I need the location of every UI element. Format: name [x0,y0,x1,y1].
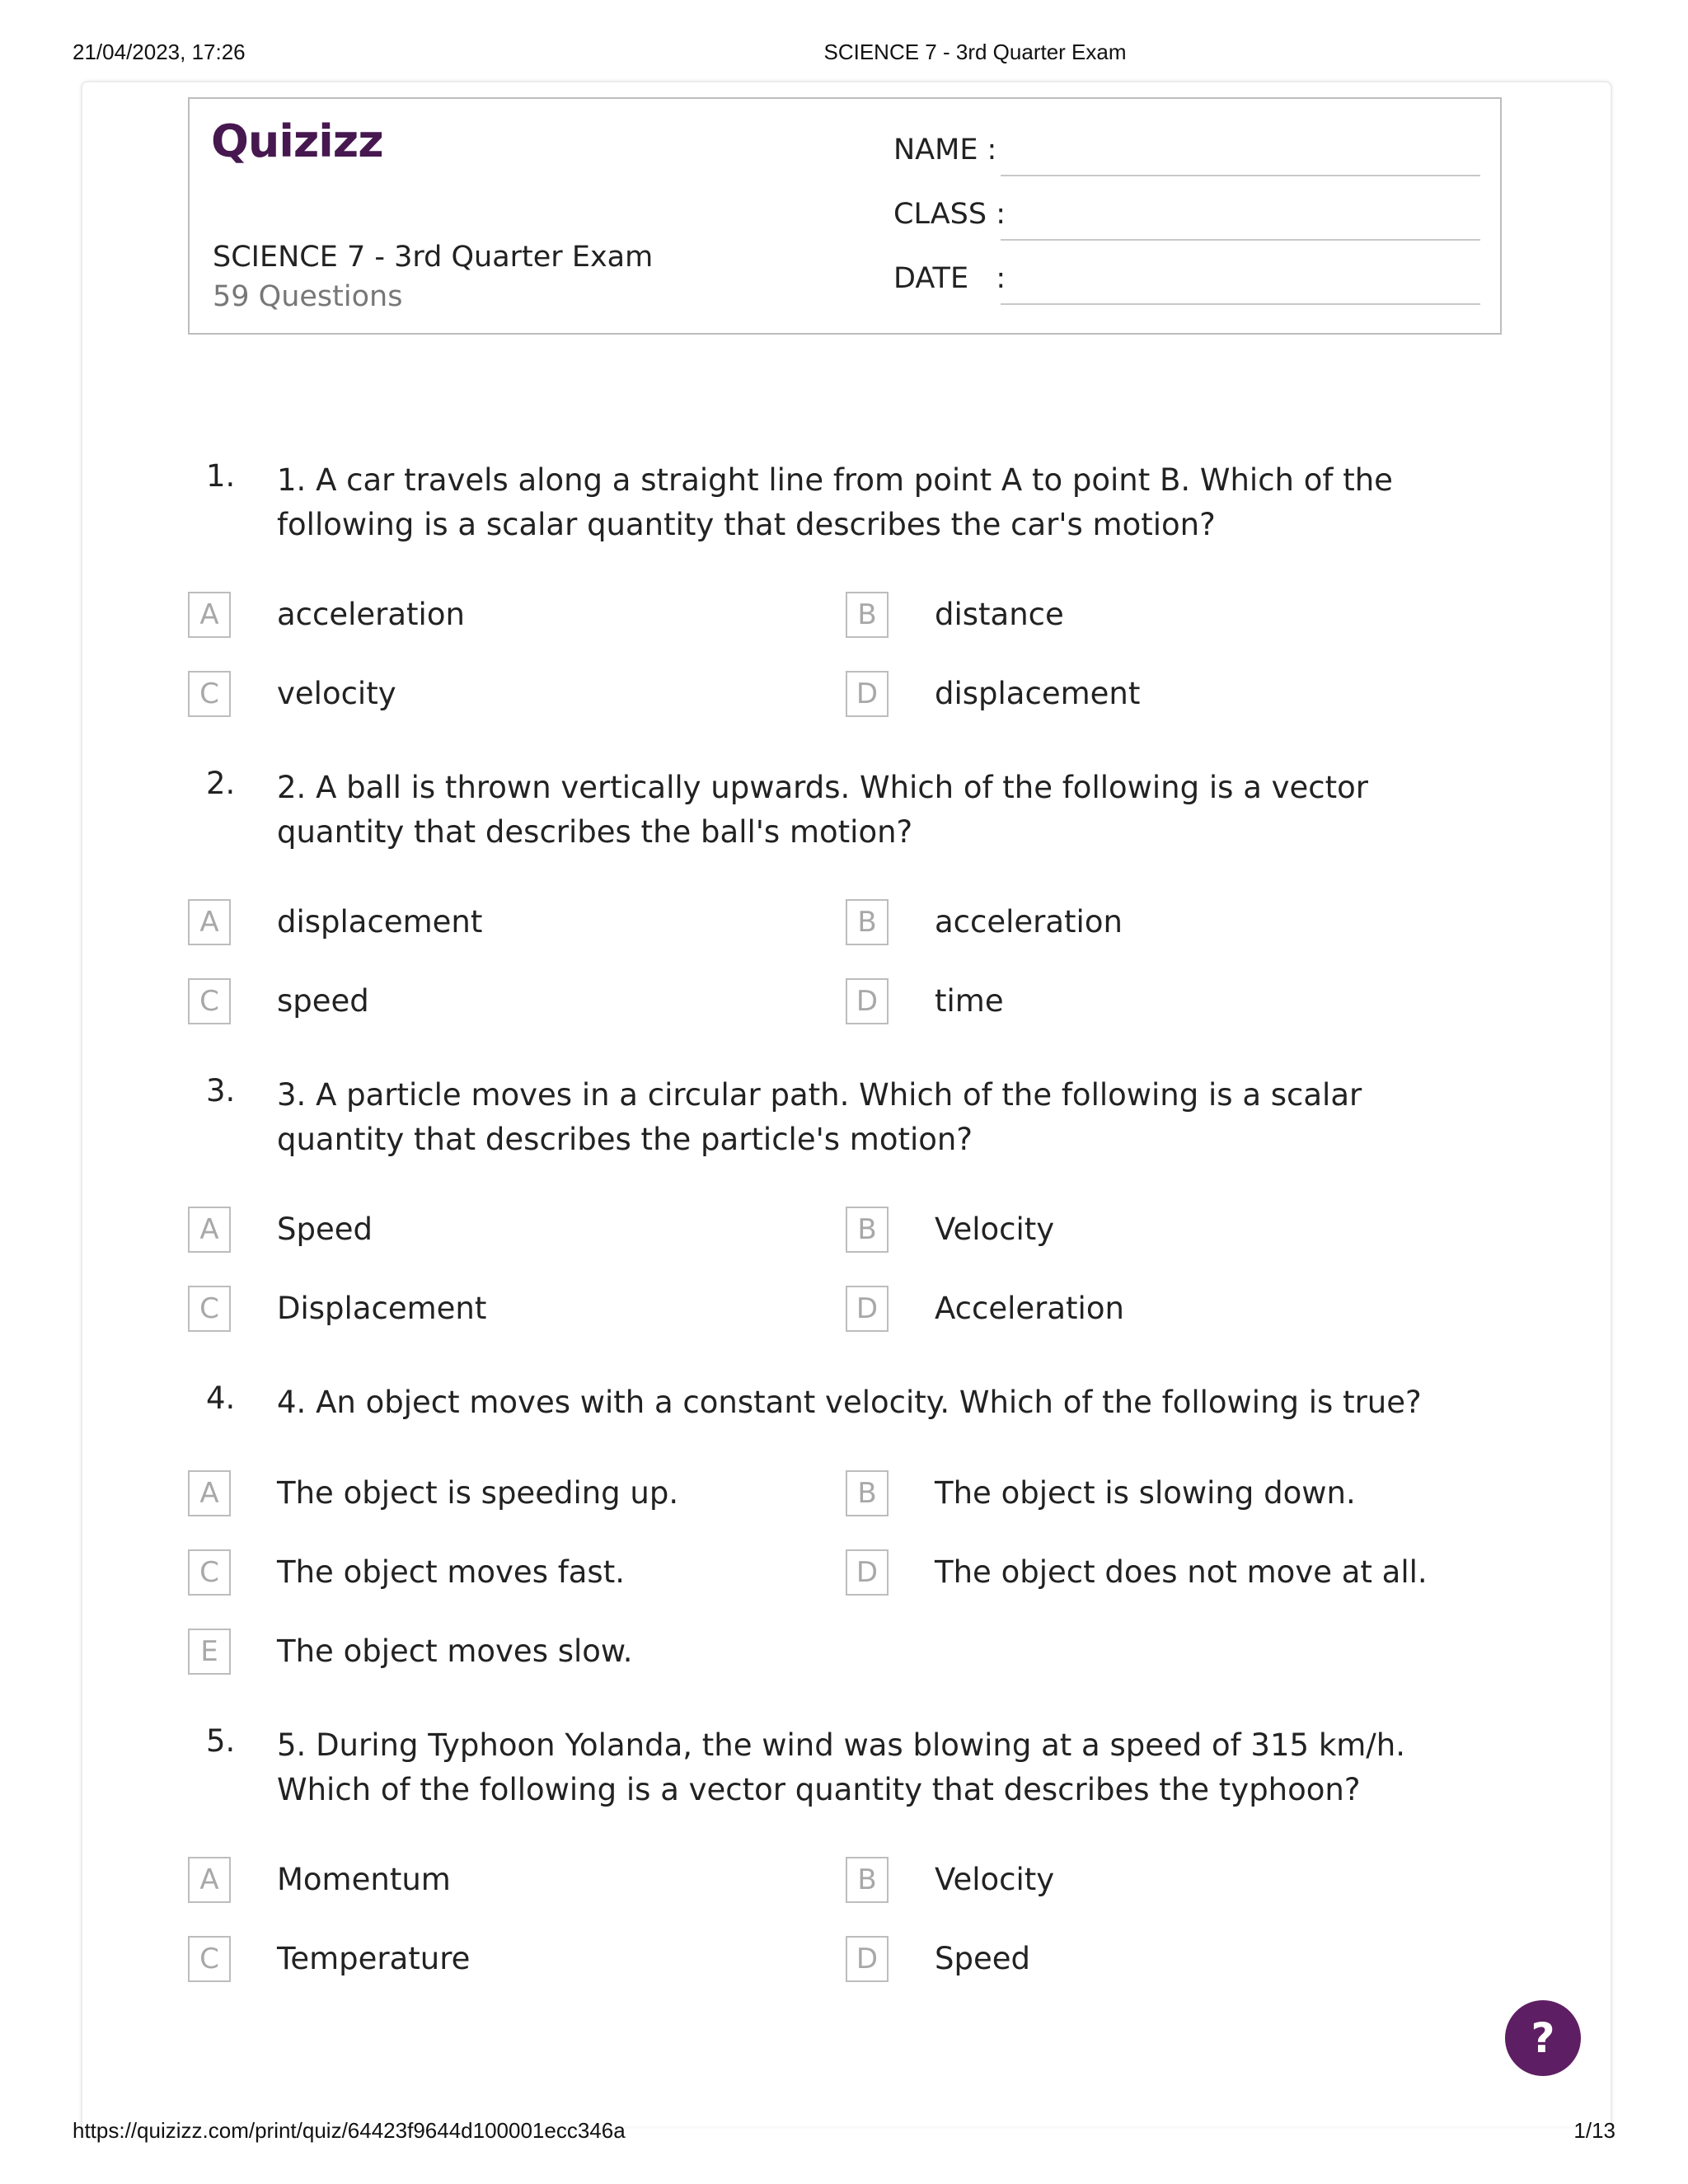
option-text: distance [935,597,1064,632]
name-line [1001,175,1480,176]
option-text: The object is slowing down. [935,1475,1356,1511]
option-letter: B [846,592,889,638]
question-text: 4. An object moves with a constant velocity. Which of the following is true? [277,1385,1422,1420]
class-label: CLASS : [893,198,1006,231]
option-text: Velocity [935,1862,1055,1897]
question-text: 1. A car travels along a straight line from point A to point B. Which of the following is a scalar quantity that describes the car's motion? [277,462,1393,542]
option-letter: E [188,1629,231,1675]
option-letter: C [188,671,231,717]
option-letter: A [188,899,231,945]
option-text: Displacement [277,1291,487,1326]
option-letter: B [846,1207,889,1253]
question-number: 5. [206,1723,236,1759]
option-text: acceleration [277,597,465,632]
name-label: NAME : [893,134,997,166]
option-letter: A [188,592,231,638]
option-letter: D [846,978,889,1024]
question-text: 3. A particle moves in a circular path. Which of the following is a scalar quantity that describes the particle's motion? [277,1077,1362,1157]
option-letter: A [188,1857,231,1903]
date-line [1001,303,1480,305]
option-letter: A [188,1470,231,1516]
option-letter: C [188,978,231,1024]
option-letter: D [846,1286,889,1332]
option-text: time [935,983,1004,1019]
option-letter: C [188,1936,231,1982]
option-letter: D [846,1936,889,1982]
question-number: 1. [206,458,236,494]
print-datetime: 21/04/2023, 17:26 [73,40,246,64]
option-text: Momentum [277,1862,451,1897]
question-count: 59 Questions [213,280,403,313]
help-button[interactable]: ? [1505,2000,1581,2076]
option-text: velocity [277,676,396,711]
option-text: The object moves slow. [277,1633,633,1669]
option-text: The object does not move at all. [935,1554,1428,1590]
option-letter: B [846,899,889,945]
exam-title: SCIENCE 7 - 3rd Quarter Exam [213,241,654,274]
option-text: Acceleration [935,1291,1124,1326]
print-url: https://quizizz.com/print/quiz/64423f9644d100001ecc346a [73,2118,626,2143]
question-text: 5. During Typhoon Yolanda, the wind was blowing at a speed of 315 km/h. Which of the following is a vector quantity that describes the typhoon? [277,1727,1405,1807]
option-text: Speed [277,1212,373,1247]
option-text: acceleration [935,904,1123,940]
date-label: DATE : [893,262,1006,295]
option-text: The object moves fast. [277,1554,625,1590]
option-letter: B [846,1470,889,1516]
option-text: Speed [935,1941,1030,1976]
option-letter: D [846,1549,889,1596]
option-text: Velocity [935,1212,1055,1247]
option-text: speed [277,983,369,1019]
option-letter: D [846,671,889,717]
option-text: displacement [277,904,483,940]
class-line [1001,239,1480,241]
quizizz-logo: Quizizz [211,115,383,167]
question-number: 2. [206,766,236,801]
option-letter: B [846,1857,889,1903]
option-letter: A [188,1207,231,1253]
question-text: 2. A ball is thrown vertically upwards. Which of the following is a vector quantity that describes the ball's motion? [277,770,1368,850]
print-footer [0,2118,1688,2146]
question-number: 4. [206,1380,236,1416]
option-letter: C [188,1286,231,1332]
exam-header [188,97,1502,335]
print-title: SCIENCE 7 - 3rd Quarter Exam [823,40,1127,64]
option-text: The object is speeding up. [277,1475,679,1511]
option-text: Temperature [277,1941,471,1976]
page-indicator: 1/13 [1573,2118,1615,2143]
option-text: displacement [935,676,1141,711]
question-number: 3. [206,1073,236,1108]
print-header [0,40,1688,68]
option-letter: C [188,1549,231,1596]
